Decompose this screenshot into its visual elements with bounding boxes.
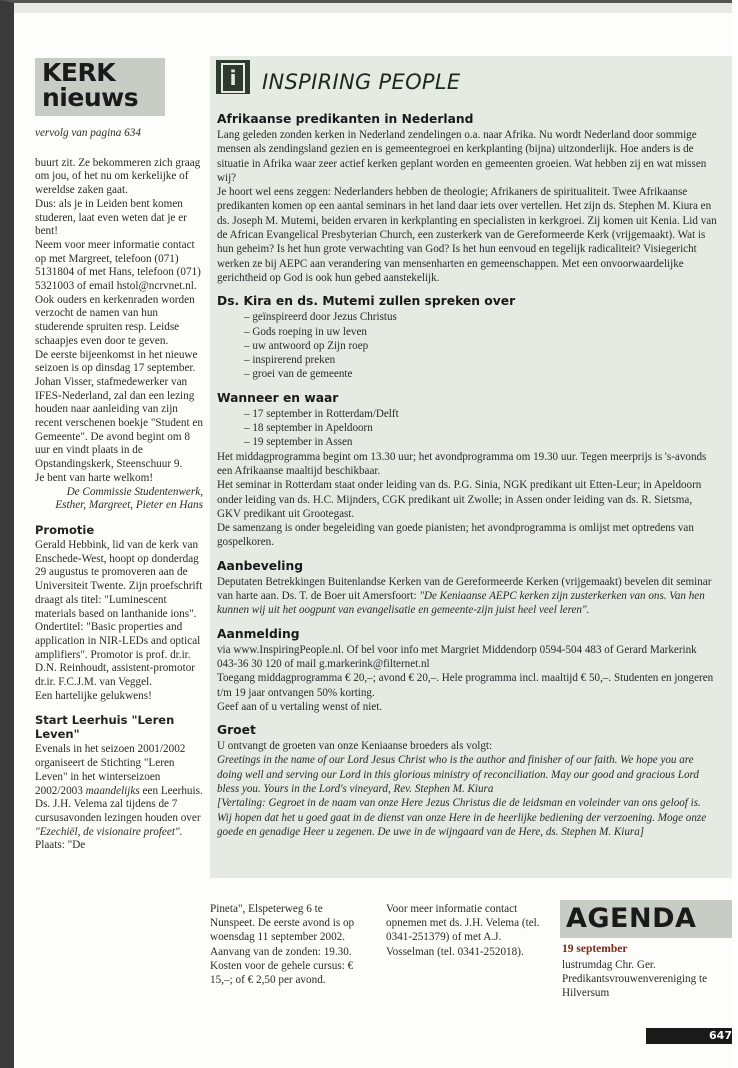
ip-paragraph: U ontvangt de groeten van onze Keniaanse broeders als volgt:	[217, 740, 493, 753]
ip-paragraph: Je hoort wel eens zeggen: Nederlanders hebben de theologie; Afrikaners de spiritualiteit. Twee Afrikaanse predikanten komen op een aantal seminars in het land daar iets over vertellen. Het zijn ds. Stephen M. Kiura en ds. Joseph M. Mutemi, beiden ervaren in kerkplanting en specialisten in kerkgroei. Zij komen uit Kenia. Lid van de African Evangelical Presbyterian Church, een zusterkerk van de Gereformeerde Kerk (vrijgemaakt). Wat is hun geheim? Is het hun grote verwachting van God? Is het hun eenvoud en tegelijk radicaliteit? Visiegericht werken ze bij AEPC aan verandering van mensenharten en gemeenschappen. Met een onvoorwaardelijke gerichtheid op God is ook hun gebed aanstekelijk.	[217, 186, 717, 284]
leerhuis-italic: maandelijks	[85, 784, 140, 797]
left-paragraph: De eerste bijeenkomst in het nieuwe seizoen is op dinsdag 17 september. Johan Visser, stafmedewerker van IFES-Nederland, zal dan een lezing houden naar aanleiding van zijn recent verschenen boekje "Student en Gemeente". De avond begint om 8 uur en vindt plaats in de Opstandingskerk, Steenschuur 9.	[35, 348, 203, 471]
leerhuis-part: Evenals in het seizoen 2001/2002 organiseert de Stichting "Leren Leven" in het winterseizoen 2002/2003	[35, 743, 186, 797]
ip-greeting: Greetings in the name of our Lord Jesus Christ who is the author and finisher of our faith. We hope you are doing well and serving our Lord in this glorious ministry of reconciliation. May our good and gracious Lord bless you. Yours in the Lord's vineyard, Rev. Stephen M. Kiura	[217, 754, 699, 795]
list-item: – 19 september in Assen	[244, 435, 717, 449]
inspiring-people-body	[217, 112, 717, 839]
vervolg-note: vervolg van pagina 634	[35, 127, 141, 139]
ip-quote: "De Keniaanse AEPC kerken zijn zusterkerken van ons. Van hen kunnen wij uit het oogpunt van evangelisatie en gemeente-zijn juist heel veel leren".	[217, 590, 705, 617]
topics-list	[217, 310, 717, 381]
dates-list	[217, 407, 717, 450]
section-heading: Aanmelding	[217, 626, 300, 641]
signature-line: De Commissie Studentenwerk,	[66, 485, 203, 498]
left-paragraph: Dus: als je in Leiden bent komen studeren, laat even weten dat je er bent!	[35, 197, 187, 238]
list-item: – 17 september in Rotterdam/Delft	[244, 407, 717, 421]
kerk-nieuws-title	[42, 60, 138, 110]
section-heading: Aanbeveling	[217, 558, 304, 573]
list-item: – inspirerend preken	[244, 353, 717, 367]
page-number: 647	[646, 1028, 732, 1044]
promotie-text: Gerald Hebbink, lid van de kerk van Enschede-West, hoopt op donderdag 29 augustus te promoveren aan de Universiteit Twente. Zijn proefschrift draagt als titel: "Luminescent materials based on lanthanide ions". Ondertitel: "Basic properties and application in NIR-LEDs and optical amplifiers". Promotor is prof. dr.ir. D.N. Reinhoudt, assistent-promotor dr.ir. F.C.J.M. van Veggel.	[35, 538, 203, 689]
leerhuis-part: Plaats: "De	[35, 839, 86, 852]
list-item: – uw antwoord op Zijn roep	[244, 339, 717, 353]
agenda-date: 19 september	[562, 943, 628, 955]
ip-text-part: Deputaten Betrekkingen Buitenlandse Kerken van de Gereformeerde Kerken (vrijgemaakt) bevelen dit seminar van harte aan. Ds. T. de Boer uit Amersfoort:	[217, 575, 712, 603]
section-heading: Afrikaanse predikanten in Nederland	[217, 112, 474, 126]
left-paragraph: Neem voor meer informatie contact op met Margreet, telefoon (071) 5131804 of met Hans, telefoon (071) 5321003 of email hstol@ncrvnet.nl.	[35, 238, 201, 293]
bottom-column-2: Voor meer informatie contact opnemen met ds. J.H. Velema (tel. 0341-251379) of met A.J. Vosselman (tel. 0341-252018).	[386, 903, 540, 958]
list-item: – geïnspireerd door Jezus Christus	[244, 310, 717, 324]
ip-paragraph	[217, 575, 717, 618]
leerhuis-heading: Start Leerhuis "Leren Leven"	[35, 713, 175, 742]
section-heading: Ds. Kira en ds. Mutemi zullen spreken over	[217, 294, 516, 309]
list-item: – groei van de gemeente	[244, 367, 717, 381]
kerk-word: KERK	[42, 58, 116, 87]
ip-paragraph: Lang geleden zonden kerken in Nederland zendelingen o.a. naar Afrika. Nu wordt Nederland door sommige mensen als zendingsland gezien en is gemeentegroei en kerkplanting (bijna) uitzonderlijk. Hoe anders is de situatie in Afrika waar zeer actief kerken geplant worden en gemeenten groeien. Wat hebben zij en wat missen wij?	[217, 129, 707, 184]
left-column	[35, 127, 203, 853]
section-heading: Wanneer en waar	[217, 390, 339, 405]
info-icon-letter: i	[221, 63, 245, 93]
left-paragraph: Je bent van harte welkom!	[35, 471, 154, 484]
left-paragraph: buurt zit. Ze bekommeren zich graag om jou, of het nu om kerkelijke of wereldse zaken gaat.	[35, 156, 201, 197]
ip-paragraph: Het seminar in Rotterdam staat onder leiding van ds. P.G. Sinia, NGK predikant uit Etten-Leur; in Apeldoorn onder leiding van ds. H.C. Mijnders, CGK predikant uit Zwolle; in Assen onder leiding van ds. R. Sietsma, GKV predikant uit Grootegast.	[217, 479, 702, 520]
list-item: – 18 september in Apeldoorn	[244, 421, 717, 435]
inspiring-people-title: INSPIRING PEOPLE	[262, 70, 461, 94]
agenda-text: lustrumdag Chr. Ger. Predikantsvrouwenvereniging te Hilversum	[562, 959, 708, 1000]
top-band	[14, 3, 732, 13]
left-paragraph: Ook ouders en kerkenraden worden verzocht de namen van hun studerende spruiten resp. Leidse schaapjes even door te geven.	[35, 293, 195, 347]
ip-paragraph: De samenzang is onder begeleiding van goede pianisten; het avondprogramma is omlijst met optredens van gospelkoren.	[217, 522, 694, 549]
ip-paragraph: Het middagprogramma begint om 13.30 uur; het avondprogramma om 19.30 uur. Tegen meerprijs is 's-avonds een Afrikaanse maaltijd beschikbaar.	[217, 450, 707, 477]
leerhuis-italic: "Ezechiël, de visionaire profeet".	[35, 825, 183, 838]
bottom-column-1: Pineta", Elspeterweg 6 te Nunspeet. De eerste avond is op woensdag 11 september 2002. Aanvang van de zonden: 19.30. Kosten voor de gehele cursus: € 15,–; of € 2,50 per avond.	[210, 903, 355, 987]
info-icon	[216, 60, 250, 94]
promotie-text: Een hartelijke gelukwens!	[35, 689, 152, 702]
section-heading: Groet	[217, 723, 256, 738]
ip-paragraph: via www.InspiringPeople.nl. Of bel voor info met Margriet Middendorp 0594-504 483 of Gerard Markerink 043-36 30 120 of mail g.markerink@filternet.nl	[217, 643, 697, 670]
ip-paragraph: Geef aan of u vertaling wenst of niet.	[217, 700, 383, 713]
leerhuis-part: een Leerhuis. Ds. J.H. Velema zal tijdens de 7 cursusavonden lezingen houden over	[35, 784, 203, 824]
ip-translation: [Vertaling: Gegroet in de naam van onze Here Jezus Christus die de leidsman en voleinder van ons geloof is. Wij hopen dat het u goed gaat in de dienst van onze Here in de heerlijke bediening der verzoening. Moge onze goede en genadige Heer u zegenen. De uwe in de wijngaard van de Here, ds. Stephen M. Kiura]	[217, 797, 707, 838]
ip-paragraph: Toegang middagprogramma € 20,–; avond € 20,–. Hele programma incl. maaltijd € 50,–. Studenten en jongeren t/m 19 jaar ontvangen 50% korting.	[217, 672, 714, 699]
nieuws-word: nieuws	[42, 83, 139, 112]
leerhuis-text	[35, 743, 203, 853]
list-item: – Gods roeping in uw leven	[244, 325, 717, 339]
signature-line: Esther, Margreet, Pieter en Hans	[55, 499, 203, 512]
agenda-title: AGENDA	[566, 903, 697, 934]
promotie-heading: Promotie	[35, 522, 95, 537]
